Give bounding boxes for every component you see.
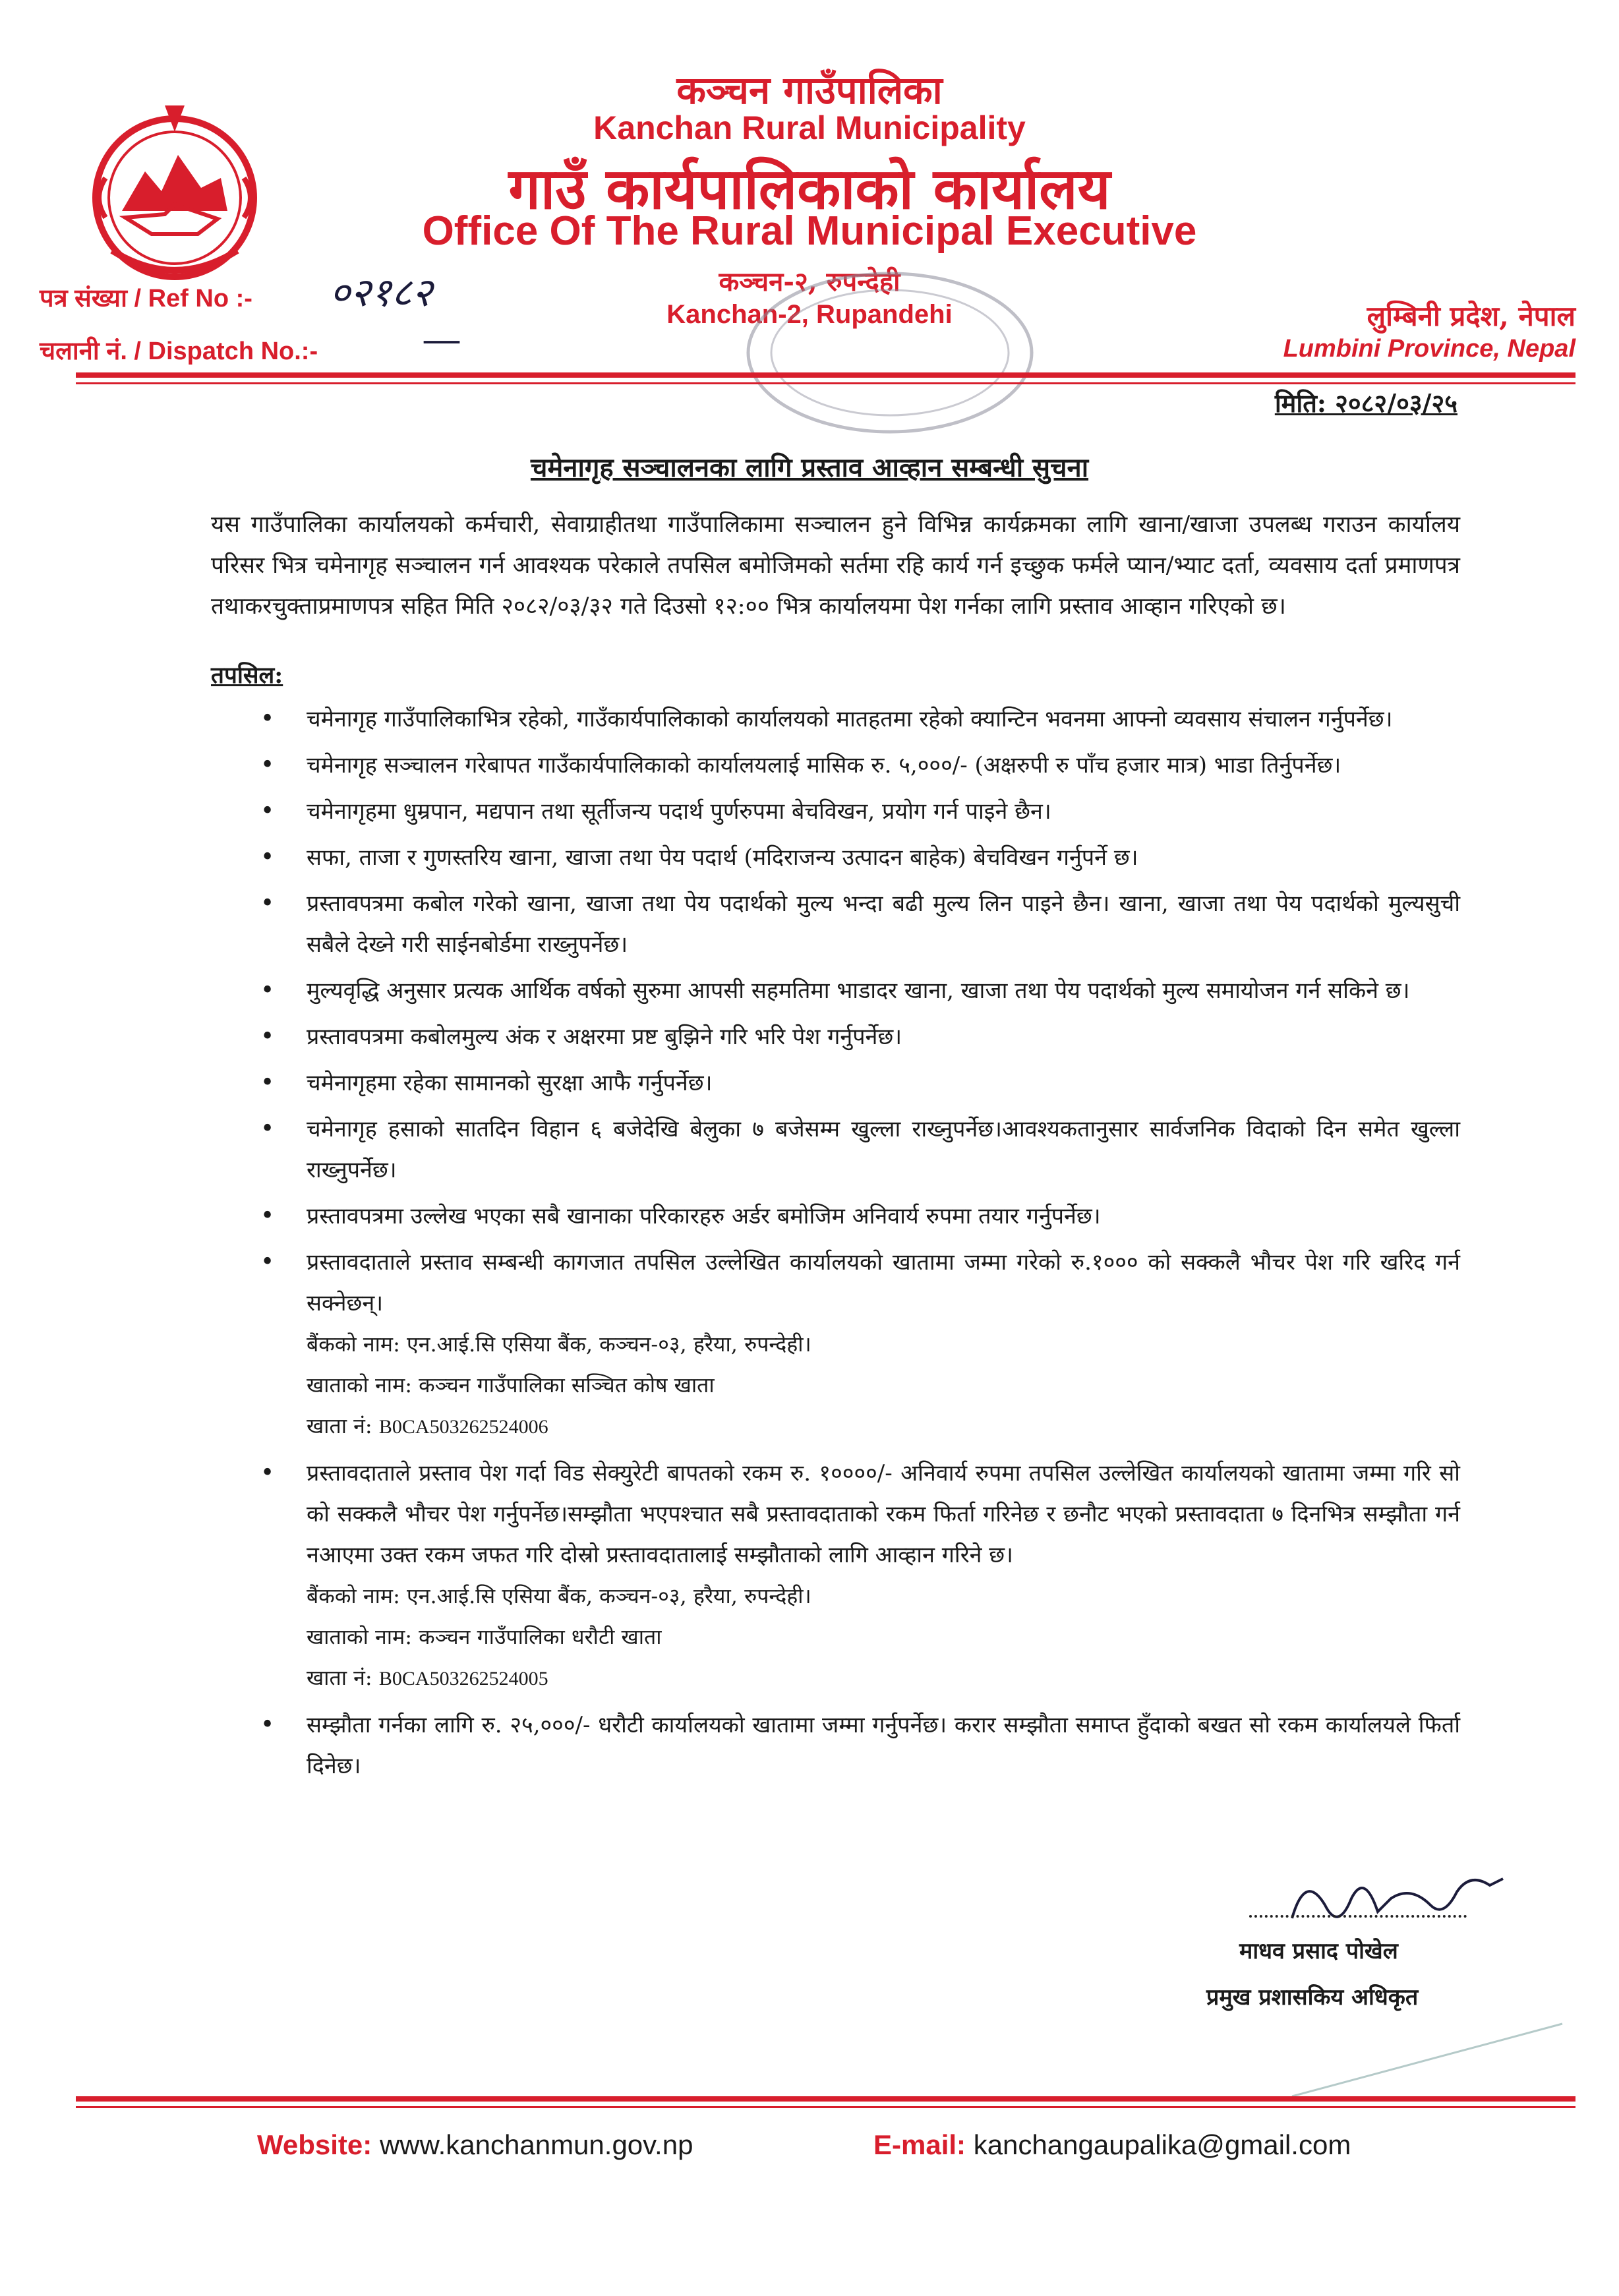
list-item-purchase bbox=[260, 1242, 1460, 1448]
website-link[interactable]: www.kanchanmun.gov.np bbox=[379, 2129, 693, 2160]
municipality-name-nepali: कञ्चन गाउँपालिका bbox=[676, 68, 943, 113]
dispatch-no-value: — bbox=[422, 316, 461, 363]
province-english: Lumbini Province, Nepal bbox=[1283, 335, 1575, 363]
list-item-deposit: • सम्झौता गर्नका लागि रु. २५,०००/- धरौटी कार्यालयको खातामा जम्मा गर्नुपर्नेछ। करार सम्झौता समाप्त हुँदाको बखत सो रकम कार्यालयले फिर्ता दिनेछ। bbox=[260, 1705, 1460, 1786]
account-no-value: B0CA503262524005 bbox=[378, 1668, 548, 1690]
list-item: • सफा, ताजा र गुणस्तरिय खाना, खाजा तथा पेय पदार्थ (मदिराजन्य उत्पादन बाहेक) बेचविखन गर्नुपर्ने छ। bbox=[260, 837, 1460, 878]
conditions-list bbox=[260, 699, 1460, 1792]
letter-date: मिति: २०८२/०३/२५ bbox=[1274, 388, 1457, 418]
footer-email bbox=[873, 2129, 1351, 2161]
signatory-title: प्रमुख प्रशासकिय अधिकृत bbox=[1206, 1984, 1419, 2011]
bid-text: • प्रस्तावदाताले प्रस्ताव पेश गर्दा विड सेक्युरेटी बापतको रकम रु. १००००/- अनिवार्य रुपमा तपसिल उल्लेखित कार्यालयको खातामा जम्मा गरि सो को सक्कलै भौचर पेश गर्नुपर्नेछ।सम्झौता भएपश्चात सबै प्रस्तावदाताको रकम फिर्ता गरिनेछ र छनौट भएको प्रस्तावदाता ७ दिनभित्र सम्झौता गर्न नआएमा उक्त रकम जफत गरि दोस्रो प्रस्तावदातालाई सम्झौताको लागि आव्हान गरिने छ। bbox=[307, 1460, 1460, 1568]
list-item: • प्रस्तावपत्रमा कबोलमुल्य अंक र अक्षरमा प्रष्ट बुझिने गरि भरि पेश गर्नुपर्नेछ। bbox=[260, 1016, 1460, 1057]
handwritten-signature bbox=[1279, 1859, 1516, 1945]
signatory-name: माधव प्रसाद पोखेल bbox=[1239, 1938, 1398, 1964]
office-name-nepali: गाउँ कार्यपालिकाको कार्यालय bbox=[508, 156, 1111, 222]
footer-website bbox=[257, 2129, 693, 2161]
email-link[interactable]: kanchangaupalika@gmail.com bbox=[973, 2129, 1351, 2160]
bid-account-number bbox=[307, 1657, 1460, 1699]
bid-account-name: खाताको नाम: कञ्चन गाउँपालिका धरौटी खाता bbox=[307, 1624, 662, 1649]
header-rule-thick bbox=[76, 372, 1575, 378]
footer-rule-thin bbox=[76, 2106, 1575, 2108]
signature-line bbox=[1249, 1915, 1467, 1918]
list-item: • चमेनागृह सञ्चालन गरेबापत गाउँकार्यपालिकाको कार्यालयलाई मासिक रु. ५,०००/- (अक्षरुपी रु पाँच हजार मात्र) भाडा तिर्नुपर्नेछ। bbox=[260, 745, 1460, 786]
website-label: Website: bbox=[257, 2129, 372, 2160]
purchase-text: • प्रस्तावदाताले प्रस्ताव सम्बन्धी कागजात तपसिल उल्लेखित कार्यालयको खातामा जम्मा गरेको रु.१००० को सक्कलै भौचर पेश गरि खरिद गर्न सक्नेछन्। bbox=[307, 1249, 1460, 1316]
purchase-account-name: खाताको नाम: कञ्चन गाउँपालिका सञ्चित कोष खाता bbox=[307, 1372, 715, 1398]
province-nepali: लुम्बिनी प्रदेश, नेपाल bbox=[1367, 300, 1575, 332]
purchase-bank-name: बैंकको नाम: एन.आई.सि एसिया बैंक, कञ्चन-०३, हरैया, रुपन्देही। bbox=[307, 1332, 811, 1357]
office-name-english: Office Of The Rural Municipal Executive bbox=[422, 208, 1197, 254]
ref-no-label: पत्र संख्या / Ref No :- bbox=[40, 285, 252, 312]
list-item: • चमेनागृहमा धुम्रपान, मद्यपान तथा सूर्तीजन्य पदार्थ पुर्णरुपमा बेचविखन, प्रयोग गर्न पाइने छैन। bbox=[260, 791, 1460, 832]
header-rule-thin bbox=[76, 382, 1575, 384]
account-no-label: खाता नं: bbox=[307, 1413, 372, 1438]
intro-paragraph: यस गाउँपालिका कार्यालयको कर्मचारी, सेवाग्राहीतथा गाउँपालिकामा सञ्चालन हुने विभिन्न कार्यक्रमका लागि खाना/खाजा उपलब्ध गराउन कार्यालय परिसर भित्र चमेनागृह सञ्चालन गर्न आवश्यक परेकाले तपसिल बमोजिमको सर्तमा रहि कार्य गर्न इच्छुक फर्मले प्यान/भ्याट दर्ता, व्यवसाय दर्ता प्रमाणपत्र तथाकरचुक्ताप्रमाणपत्र सहित मिति २०८२/०३/३२ गते दिउसो १२:०० भित्र कार्यालयमा पेश गर्नका लागि प्रस्ताव आव्हान गरिएको छ। bbox=[211, 512, 1460, 620]
footer-rule-thick bbox=[76, 2096, 1575, 2102]
notice-subject: चमेनागृह सञ्चालनका लागि प्रस्ताव आव्हान सम्बन्धी सुचना bbox=[530, 452, 1089, 483]
details-heading: तपसिल: bbox=[211, 662, 283, 689]
list-item: • प्रस्तावपत्रमा कबोल गरेको खाना, खाजा तथा पेय पदार्थको मुल्य भन्दा बढी मुल्य लिन पाइने छैन। खाना, खाजा तथा पेय पदार्थको मुल्यसुची सबैले देख्ने गरी साईनबोर्डमा राख्नुपर्नेछ। bbox=[260, 883, 1460, 965]
purchase-account-number bbox=[307, 1405, 1460, 1448]
list-item: • चमेनागृह गाउँपालिकाभित्र रहेको, गाउँकार्यपालिकाको कार्यालयको मातहतमा रहेको क्यान्टिन भवनमा आफ्नो व्यवसाय संचालन गर्नुपर्नेछ। bbox=[260, 699, 1460, 740]
list-item: • प्रस्तावपत्रमा उल्लेख भएका सबै खानाका परिकारहरु अर्डर बमोजिम अनिवार्य रुपमा तयार गर्नुपर्नेछ। bbox=[260, 1196, 1460, 1237]
list-item-bid-security bbox=[260, 1453, 1460, 1699]
list-item: • मुल्यवृद्धि अनुसार प्रत्यक आर्थिक वर्षको सुरुमा आपसी सहमतिमा भाडादर खाना, खाजा तथा पेय पदार्थको मुल्य समायोजन गर्न सकिने छ। bbox=[260, 970, 1460, 1011]
bid-bank-name: बैंकको नाम: एन.आई.सि एसिया बैंक, कञ्चन-०३, हरैया, रुपन्देही। bbox=[307, 1583, 811, 1608]
ref-no-value: ०२१८२ bbox=[330, 270, 432, 316]
list-item: • चमेनागृह हसाको सातदिन विहान ६ बजेदेखि बेलुका ७ बजेसम्म खुल्ला राख्नुपर्नेछ।आवश्यकतानुसार सार्वजनिक विदाको दिन समेत खुल्ला राख्नुपर्नेछ। bbox=[260, 1109, 1460, 1191]
email-label: E-mail: bbox=[873, 2129, 966, 2160]
municipality-name-english: Kanchan Rural Municipality bbox=[593, 109, 1026, 146]
address-english: Kanchan-2, Rupandehi bbox=[666, 300, 953, 329]
office-stamp-icon bbox=[738, 264, 1042, 442]
account-no-value: B0CA503262524006 bbox=[378, 1416, 548, 1438]
address-nepali: कञ्चन-२, रुपन्देही bbox=[719, 266, 900, 297]
dispatch-no-label: चलानी नं. / Dispatch No.:- bbox=[40, 338, 318, 365]
name-stamp-icon bbox=[1285, 1984, 1575, 2142]
list-item: • चमेनागृहमा रहेका सामानको सुरक्षा आफै गर्नुपर्नेछ। bbox=[260, 1063, 1460, 1104]
account-no-label: खाता नं: bbox=[307, 1665, 372, 1690]
